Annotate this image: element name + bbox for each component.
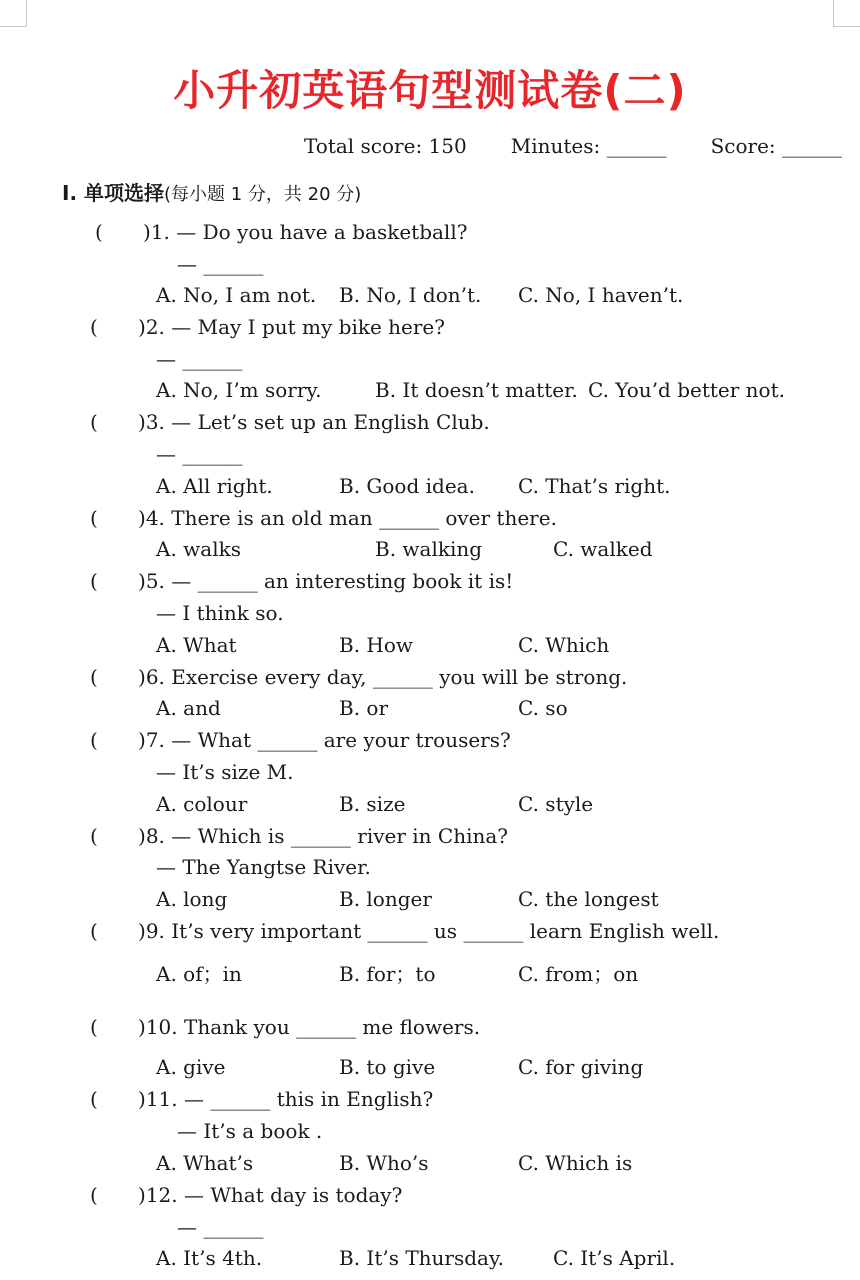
question-9-option-a: A. of；in xyxy=(156,962,242,986)
question-1-option-a: A. No, I am not. xyxy=(156,283,317,307)
question-6-option-a: A. and xyxy=(156,696,221,720)
question-7-reply: — It’s size M. xyxy=(156,760,294,784)
question-3-option-c: C. That’s right. xyxy=(518,474,671,498)
question-11: ( )11. — ______ this in English? xyxy=(90,1087,434,1111)
score-field: Score: ______ xyxy=(710,134,843,158)
question-12-option-b: B. It’s Thursday. xyxy=(339,1246,504,1270)
question-10-option-a: A. give xyxy=(156,1055,226,1079)
question-10: ( )10. Thank you ______ me flowers. xyxy=(90,1015,481,1039)
question-1-reply: — ______ xyxy=(177,252,264,276)
question-3-reply: — ______ xyxy=(156,442,243,466)
question-8: ( )8. — Which is ______ river in China? xyxy=(90,824,509,848)
question-6-option-c: C. so xyxy=(518,696,568,720)
minutes-field: Minutes: ______ xyxy=(510,134,667,158)
question-12: ( )12. — What day is today? xyxy=(90,1183,403,1207)
question-9-option-b: B. for；to xyxy=(339,962,436,986)
total-score: Total score: 150 xyxy=(304,134,467,158)
question-4-option-a: A. walks xyxy=(156,537,241,561)
question-7-option-a: A. colour xyxy=(156,792,248,816)
question-3-option-b: B. Good idea. xyxy=(339,474,475,498)
question-8-option-a: A. long xyxy=(156,887,228,911)
question-2: ( )2. — May I put my bike here? xyxy=(90,315,445,339)
question-5-option-b: B. How xyxy=(339,633,414,657)
section-heading xyxy=(62,177,361,206)
question-6-option-b: B. or xyxy=(339,696,389,720)
question-12-option-c: C. It’s April. xyxy=(553,1246,676,1270)
question-8-option-b: B. longer xyxy=(339,887,432,911)
question-12-option-a: A. It’s 4th. xyxy=(156,1246,263,1270)
section-points: (每小题 1 分，共 20 分) xyxy=(164,184,362,205)
question-3: ( )3. — Let’s set up an English Club. xyxy=(90,410,490,434)
question-11-reply: — It’s a book . xyxy=(177,1119,323,1143)
question-2-option-c: C. You’d better not. xyxy=(588,378,785,402)
question-8-reply: — The Yangtse River. xyxy=(156,855,371,879)
question-1: ( )1. — Do you have a basketball? xyxy=(95,220,468,244)
question-2-option-a: A. No, I’m sorry. xyxy=(156,378,322,402)
question-11-option-a: A. What’s xyxy=(156,1151,254,1175)
page-corner-mark-left xyxy=(0,0,27,27)
question-11-option-b: B. Who’s xyxy=(339,1151,429,1175)
question-4: ( )4. There is an old man ______ over there. xyxy=(90,506,557,530)
section-title: Ⅰ. 单项选择 xyxy=(62,181,165,205)
question-5-option-a: A. What xyxy=(156,633,237,657)
page-corner-mark-right xyxy=(833,0,860,27)
question-1-option-c: C. No, I haven’t. xyxy=(518,283,684,307)
question-6: ( )6. Exercise every day, ______ you will be strong. xyxy=(90,665,628,689)
question-9-option-c: C. from；on xyxy=(518,962,639,986)
question-2-reply: — ______ xyxy=(156,347,243,371)
question-5-reply: — I think so. xyxy=(156,601,284,625)
question-7: ( )7. — What ______ are your trousers? xyxy=(90,728,511,752)
question-4-option-c: C. walked xyxy=(553,537,653,561)
question-5: ( )5. — ______ an interesting book it is! xyxy=(90,569,514,593)
question-10-option-b: B. to give xyxy=(339,1055,436,1079)
question-11-option-c: C. Which is xyxy=(518,1151,633,1175)
question-1-option-b: B. No, I don’t. xyxy=(339,283,482,307)
question-4-option-b: B. walking xyxy=(375,537,483,561)
question-2-option-b: B. It doesn’t matter. xyxy=(375,378,578,402)
question-7-option-c: C. style xyxy=(518,792,594,816)
page-title: 小升初英语句型测试卷(二) xyxy=(173,66,687,115)
question-10-option-c: C. for giving xyxy=(518,1055,644,1079)
question-9: ( )9. It’s very important ______ us ______ learn English well. xyxy=(90,919,720,943)
question-7-option-b: B. size xyxy=(339,792,406,816)
question-12-reply: — ______ xyxy=(177,1215,264,1239)
question-8-option-c: C. the longest xyxy=(518,887,659,911)
score-line xyxy=(304,134,842,158)
question-5-option-c: C. Which xyxy=(518,633,610,657)
question-3-option-a: A. All right. xyxy=(156,474,273,498)
